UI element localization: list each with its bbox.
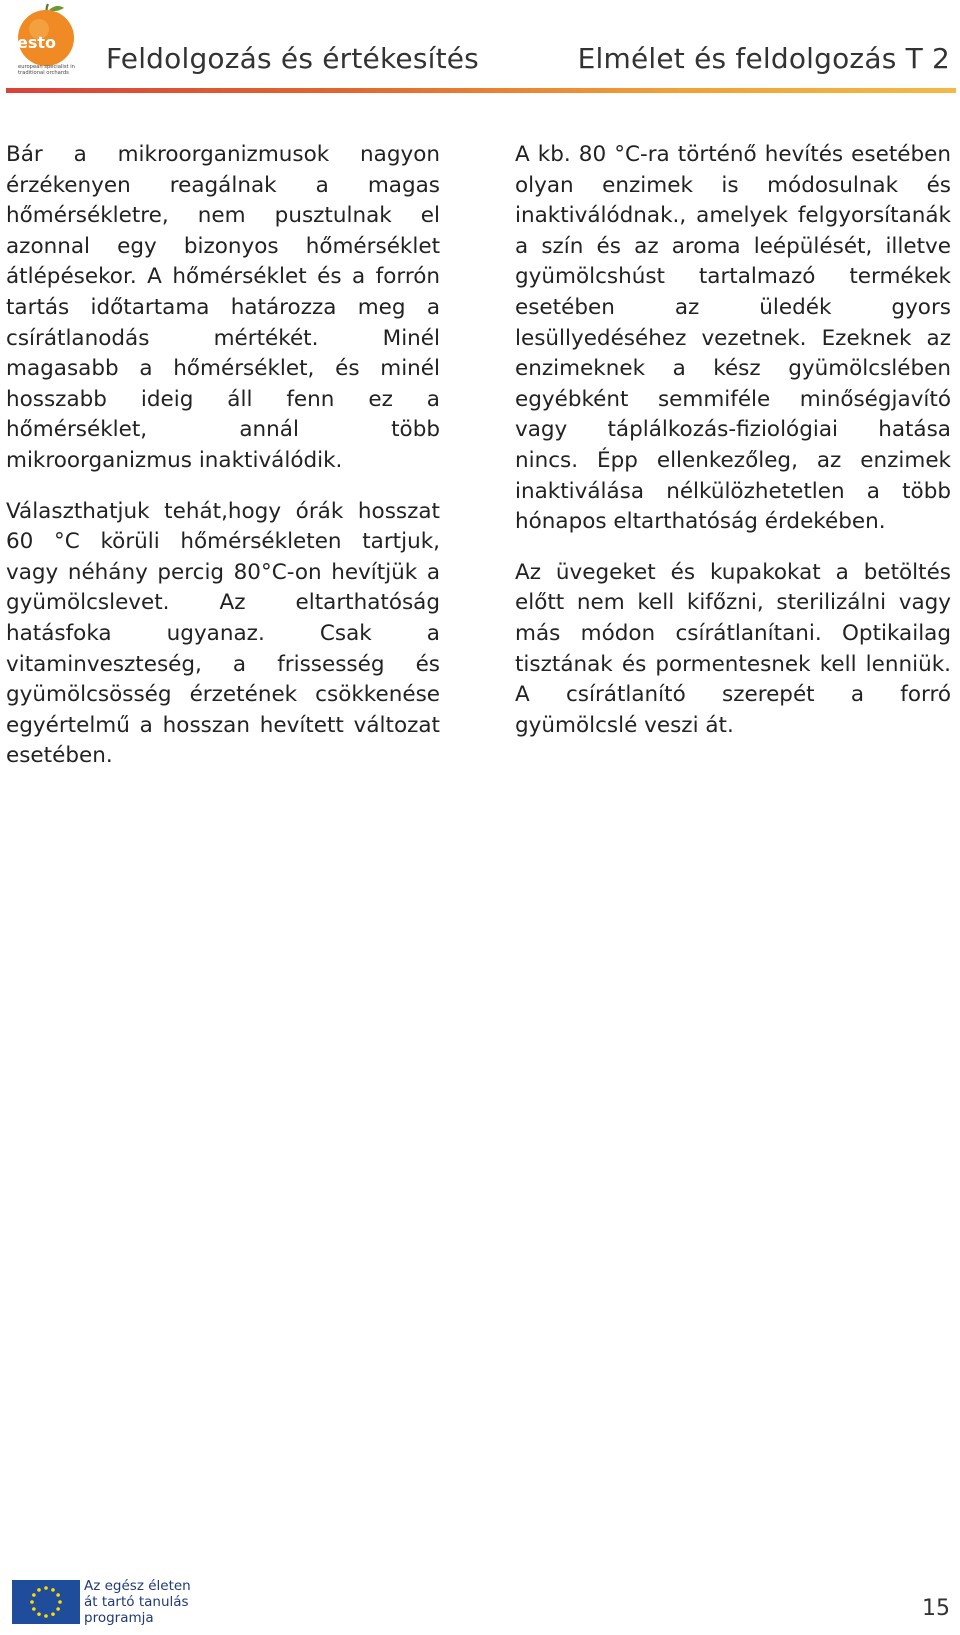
header-title-left: Feldolgozás és értékesítés	[106, 42, 479, 75]
eu-programme-text	[84, 1578, 224, 1626]
eu-star-icon	[37, 1612, 41, 1616]
eu-flag-icon	[12, 1580, 80, 1624]
eu-star-icon	[32, 1593, 36, 1597]
eu-star-icon	[32, 1607, 36, 1611]
body-paragraph: Választhatjuk tehát,hogy órák hosszat 60 °C körüli hőmérsékleten tartjuk, vagy néhány percig 80°C-on hevítjük a gyümölcslevet. Az eltarthatóság hatásfoka ugyanaz. Csak a vitaminveszteség, a frissesség és gyümölcsösség érzetének csökkenése egyértelmű a hosszan hevített változat esetében.	[6, 498, 440, 769]
eu-text-line: programja	[84, 1610, 154, 1626]
left-column	[6, 140, 440, 792]
page-number: 15	[922, 1596, 950, 1621]
header-title-right: Elmélet és feldolgozás T 2	[577, 42, 950, 75]
eu-text-line: Az egész életen	[84, 1578, 191, 1594]
eu-star-icon	[58, 1600, 62, 1604]
right-column	[515, 140, 951, 761]
logo-text: esto	[17, 33, 57, 52]
body-paragraph: Bár a mikroorganizmusok nagyon érzékenyen reagálnak a magas hőmérsékletre, nem pusztulnak el azonnal egy bizonyos hőmérséklet átlépésekor. A hőmérséklet és a forrón tartás időtartama határozza meg a csírátlanodás mértékét. Minél magasabb a hőmérséklet, és minél hosszabb ideig áll fenn ez a hőmérséklet, annál több mikroorganizmus inaktiválódik.	[6, 142, 440, 473]
body-paragraph: A kb. 80 °C-ra történő hevítés esetében olyan enzimek is módosulnak és inaktiválódnak., amelyek felgyorsítanák a szín és az aroma leépülését, illetve gyümölcshúst tartalmazó termékek esetében az üledék gyors lesüllyedéséhez vezetnek. Ezeknek az enzimeknek a kész gyümölcslében egyébként semmiféle minőségjavító vagy táplálkozás-fiziológiai hatása nincs. Épp ellenkezőleg, az enzimek inaktiválása nélkülözhetetlen a több hónapos eltarthatóság érdekében.	[515, 142, 951, 535]
logo-tagline-2: traditional orchards	[18, 70, 69, 76]
body-paragraph: Az üvegeket és kupakokat a betöltés előtt nem kell kifőzni, sterilizálni vagy más módon csírátlanítani. Optikailag tisztának és pormentesnek kell lenniük. A csírátlanító szerepét a forró gyümölcslé veszi át.	[515, 559, 951, 738]
esto-logo	[12, 2, 84, 78]
eu-star-icon	[30, 1600, 34, 1604]
eu-star-icon	[44, 1586, 48, 1590]
eu-star-icon	[51, 1612, 55, 1616]
eu-star-icon	[44, 1614, 48, 1618]
eu-star-icon	[51, 1588, 55, 1592]
eu-star-icon	[56, 1593, 60, 1597]
eu-programme-logo	[12, 1578, 217, 1626]
eu-star-icon	[56, 1607, 60, 1611]
page-header	[0, 0, 960, 100]
header-divider	[6, 88, 956, 93]
logo-tagline-1: european specialist in	[18, 64, 75, 70]
eu-text-line: át tartó tanulás	[84, 1594, 189, 1610]
eu-star-icon	[37, 1588, 41, 1592]
